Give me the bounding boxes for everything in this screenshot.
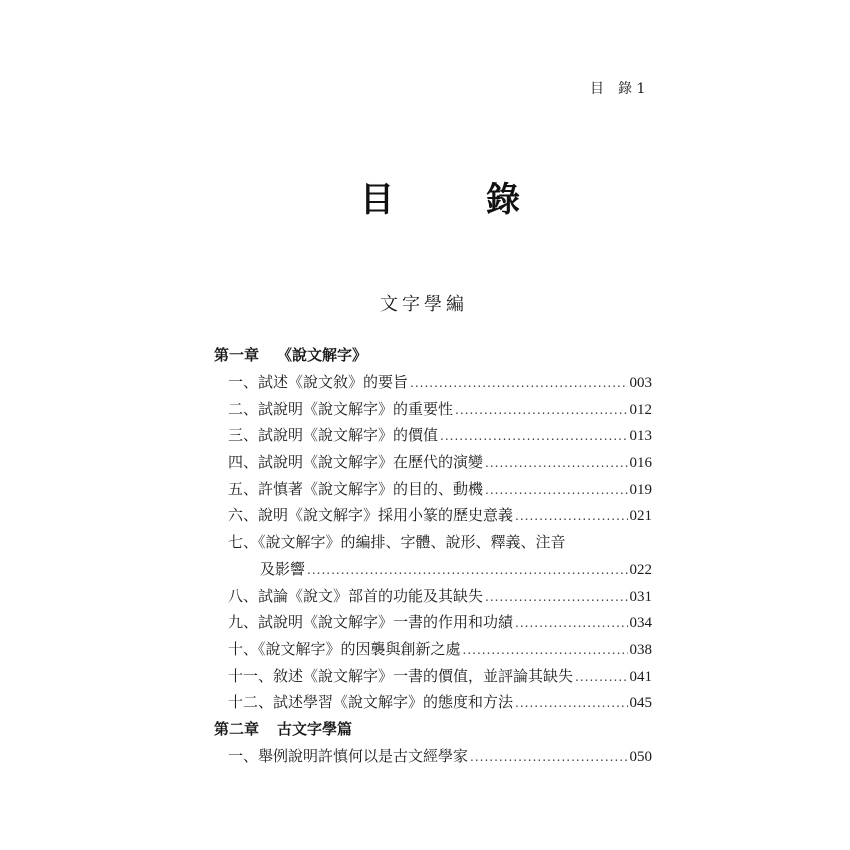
toc-entry-label: 六、說明《說文解字》採用小篆的歷史意義 bbox=[228, 506, 514, 525]
dot-leader bbox=[575, 663, 627, 691]
toc-entry-page: 016 bbox=[629, 455, 652, 472]
toc-entry-page: 003 bbox=[629, 375, 652, 391]
toc-entry-page: 012 bbox=[629, 401, 652, 418]
dot-leader bbox=[485, 583, 627, 611]
dot-leader bbox=[455, 396, 627, 424]
toc-entry-page: 045 bbox=[629, 695, 652, 712]
chapter-heading[interactable] bbox=[214, 342, 652, 369]
toc-entry-page: 013 bbox=[629, 428, 652, 445]
toc-entry-label: 九、試說明《說文解字》一書的作用和功績 bbox=[228, 613, 514, 632]
toc-entry-page: 041 bbox=[629, 668, 652, 685]
toc-entry[interactable] bbox=[214, 583, 652, 610]
toc-entry-label-continuation: 及影響 bbox=[260, 559, 306, 578]
chapter-number: 第二章 bbox=[214, 719, 260, 738]
toc-entry-label: 二、試說明《說文解字》的重要性 bbox=[228, 399, 454, 418]
toc-entry[interactable] bbox=[214, 422, 652, 449]
toc-entry-label: 三、試說明《說文解字》的價值 bbox=[228, 426, 439, 445]
toc-entry[interactable] bbox=[214, 609, 652, 636]
toc-entry-continuation[interactable] bbox=[214, 556, 652, 583]
toc-entry-label: 十、《說文解字》的因襲與創新之處 bbox=[228, 639, 461, 658]
toc-entry[interactable] bbox=[214, 529, 652, 556]
toc-entry-page: 021 bbox=[629, 508, 652, 525]
toc-entry-label: 十二、試述學習《說文解字》的態度和方法 bbox=[228, 693, 514, 712]
toc-entry-page: 050 bbox=[629, 748, 652, 765]
chapter-title: 古文字學篇 bbox=[277, 719, 353, 738]
chapter-title: 《說文解字》 bbox=[277, 346, 368, 364]
dot-leader bbox=[515, 609, 627, 637]
page-title bbox=[360, 172, 520, 221]
section-heading: 文字學編 bbox=[380, 294, 468, 315]
toc-entry[interactable] bbox=[214, 636, 652, 663]
chapter-heading[interactable] bbox=[214, 716, 652, 743]
toc-entry[interactable] bbox=[214, 689, 652, 716]
dot-leader bbox=[470, 743, 627, 771]
running-header-title-char1: 目 bbox=[590, 81, 604, 97]
dot-leader bbox=[307, 556, 627, 584]
toc-entry[interactable] bbox=[214, 369, 652, 396]
toc-entry-label: 五、許慎著《說文解字》的目的、動機 bbox=[228, 479, 484, 498]
toc-entry-page: 019 bbox=[629, 481, 652, 498]
toc-entry-label: 八、試論《說文》部首的功能及其缺失 bbox=[228, 586, 484, 605]
dot-leader bbox=[515, 502, 627, 530]
dot-leader bbox=[440, 422, 627, 450]
dot-leader bbox=[463, 636, 628, 664]
toc-entry[interactable] bbox=[214, 743, 652, 770]
running-header bbox=[590, 78, 660, 98]
toc-entry[interactable] bbox=[214, 476, 652, 503]
toc-entry-page: 034 bbox=[629, 615, 652, 632]
page-title-char1: 目 bbox=[360, 180, 394, 220]
toc-entry[interactable] bbox=[214, 449, 652, 476]
dot-leader bbox=[485, 449, 627, 477]
toc-entry-label: 四、試說明《說文解字》在歷代的演變 bbox=[228, 453, 484, 472]
dot-leader bbox=[485, 476, 627, 504]
table-of-contents bbox=[214, 342, 652, 770]
toc-entry-label: 一、舉例說明許慎何以是古文經學家 bbox=[228, 746, 469, 765]
dot-leader bbox=[410, 369, 627, 397]
chapter-number: 第一章 bbox=[214, 346, 260, 364]
toc-entry-label: 一、試述《說文敘》的要旨 bbox=[228, 373, 409, 391]
toc-entry[interactable] bbox=[214, 663, 652, 690]
toc-entry-label: 七、《說文解字》的編排、字體、說形、釋義、注音 bbox=[228, 533, 566, 552]
toc-entry[interactable] bbox=[214, 396, 652, 423]
toc-entry-page: 022 bbox=[629, 561, 652, 578]
page-number: 1 bbox=[636, 81, 646, 97]
running-header-title-char2: 錄 bbox=[618, 81, 632, 97]
toc-entry[interactable] bbox=[214, 502, 652, 529]
dot-leader bbox=[515, 689, 627, 717]
toc-entry-page: 038 bbox=[629, 641, 652, 658]
page-title-char2: 錄 bbox=[486, 180, 520, 220]
toc-entry-label: 十一、敘述《說文解字》一書的價值，並評論其缺失 bbox=[228, 666, 574, 685]
toc-entry-page: 031 bbox=[629, 588, 652, 605]
